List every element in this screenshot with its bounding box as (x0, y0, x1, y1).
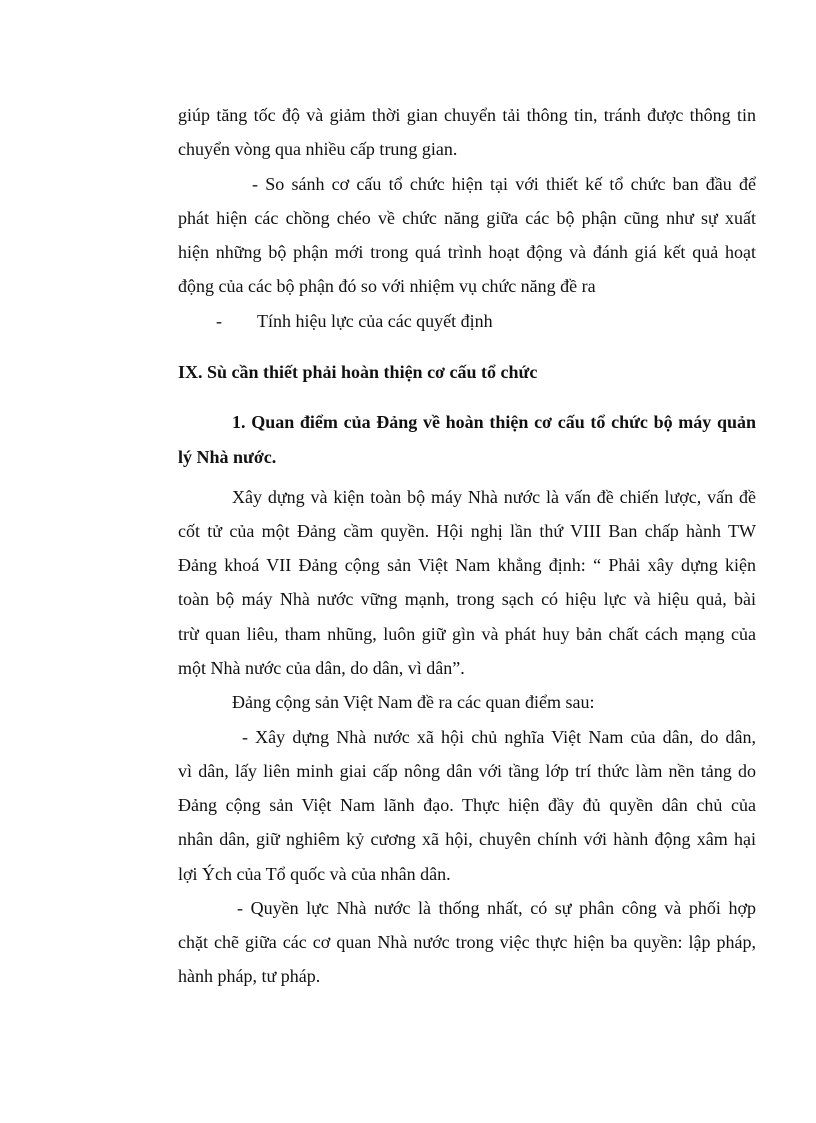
body-line: lợi Ých của Tổ quốc và của nhân dân. (178, 864, 451, 884)
body-line: hành pháp, tư pháp. (178, 966, 321, 986)
body-line: Đảng cộng sản Việt Nam đề ra các quan điểm sau: (232, 692, 595, 712)
body-line: giúp tăng tốc độ và giảm thời gian chuyển tải thông tin, tránh được thông tin (178, 105, 756, 125)
section-heading: IX. Sù cần thiết phải hoàn thiện cơ cấu tổ chức (178, 362, 538, 382)
body-line: - So sánh cơ cấu tổ chức hiện tại với thiết kế tổ chức ban đầu để (252, 174, 756, 194)
list-bullet: - (216, 311, 222, 331)
body-line: - Xây dựng Nhà nước xã hội chủ nghĩa Việt Nam của dân, do dân, (242, 727, 756, 747)
body-line: Tính hiệu lực của các quyết định (257, 311, 493, 331)
body-line: Đảng cộng sản Việt Nam lãnh đạo. Thực hiện đầy đủ quyền dân chủ của (178, 795, 756, 815)
body-line: hiện những bộ phận mới trong quá trình hoạt động và đánh giá kết quả hoạt (178, 242, 756, 262)
body-line: động của các bộ phận đó so với nhiệm vụ chức năng đề ra (178, 276, 596, 296)
body-line: cốt tử của một Đảng cầm quyền. Hội nghị lần thứ VIII Ban chấp hành TW (178, 521, 756, 541)
body-line: chặt chẽ giữa các cơ quan Nhà nước trong việc thực hiện ba quyền: lập pháp, (178, 932, 756, 952)
body-line: nhân dân, giữ nghiêm kỷ cương xã hội, chuyên chính với hành động xâm hại (178, 829, 756, 849)
subsection-heading: 1. Quan điểm của Đảng về hoàn thiện cơ cấu tổ chức bộ máy quản (232, 412, 756, 432)
body-line: phát hiện các chồng chéo về chức năng giữa các bộ phận cũng như sự xuất (178, 208, 756, 228)
body-line: Đảng khoá VII Đảng cộng sản Việt Nam khẳng định: “ Phải xây dựng kiện (178, 555, 756, 575)
body-line: chuyển vòng qua nhiều cấp trung gian. (178, 139, 458, 159)
subsection-heading: lý Nhà nước. (178, 447, 277, 467)
body-line: trừ quan liêu, tham nhũng, luôn giữ gìn và phát huy bản chất cách mạng của (178, 624, 756, 644)
body-line: Xây dựng và kiện toàn bộ máy Nhà nước là vấn đề chiến lược, vấn đề (232, 487, 756, 507)
body-line: - Quyền lực Nhà nước là thống nhất, có sự phân công và phối hợp (237, 898, 756, 918)
body-line: vì dân, lấy liên minh giai cấp nông dân với tầng lớp trí thức làm nền tảng do (178, 761, 756, 781)
body-line: toàn bộ máy Nhà nước vững mạnh, trong sạch có hiệu lực và hiệu quả, bài (178, 589, 756, 609)
body-line: một Nhà nước của dân, do dân, vì dân”. (178, 658, 465, 678)
